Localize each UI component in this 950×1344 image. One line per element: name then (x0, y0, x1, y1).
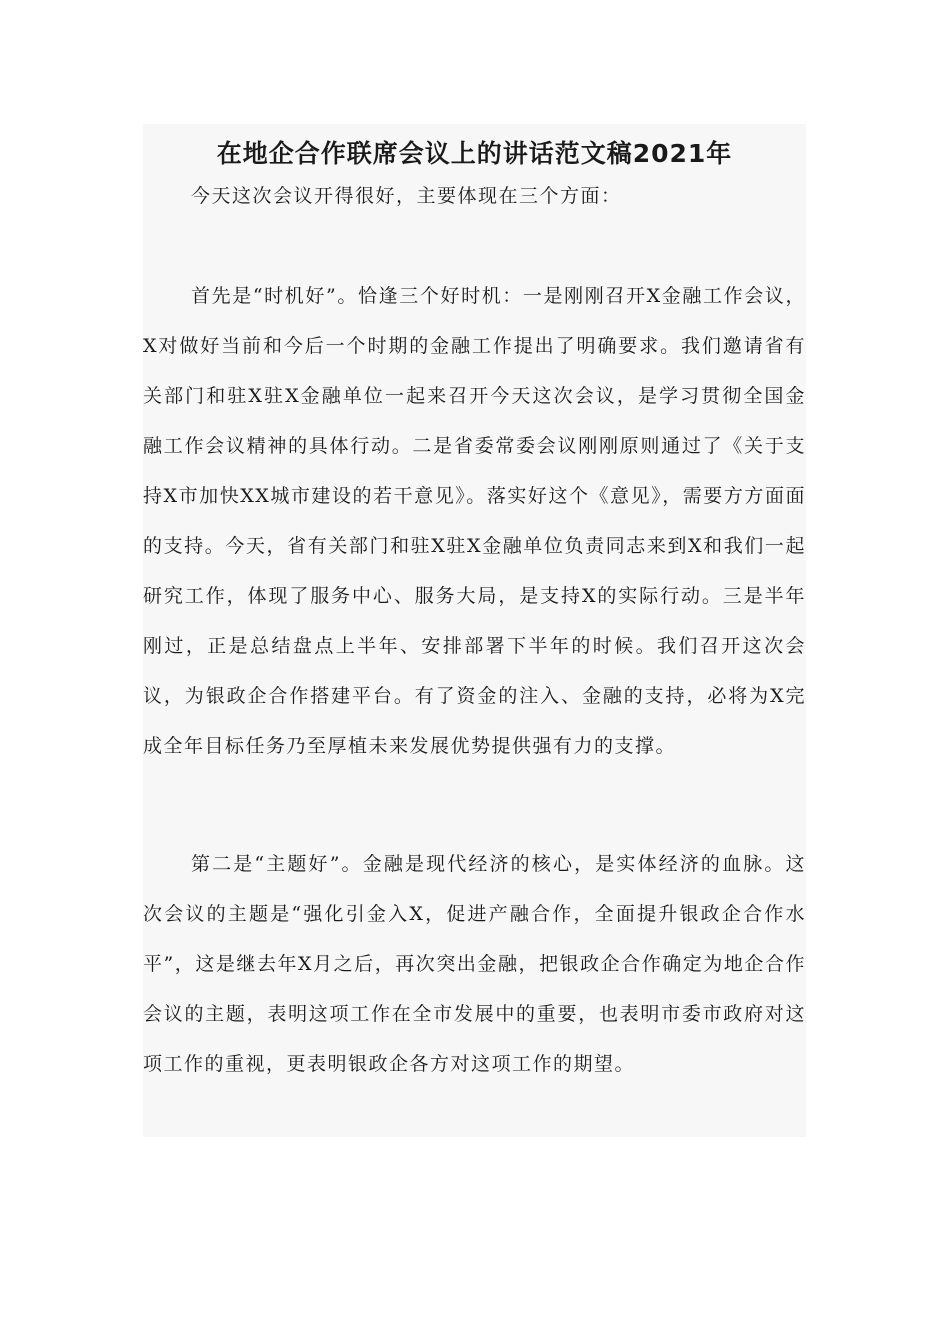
body-paragraph-theme: 第二是“主题好”。金融是现代经济的核心，是实体经济的血脉。这次会议的主题是“强化引金入X，促进产融合作，全面提升银政企合作水平”，这是继去年X月之后，再次突出金融，把银政企合作确定为地企合作会议的主题，表明这项工作在全市发展中的重要，也表明市委市政府对这项工作的重视，更表明银政企各方对这项工作的期望。 (143, 853, 806, 1075)
body-paragraph-timing: 首先是“时机好”。恰逢三个好时机：一是刚刚召开X金融工作会议，X对做好当前和今后一个时期的金融工作提出了明确要求。我们邀请省有关部门和驻X驻X金融单位一起来召开今天这次会议，是学习贯彻全国金融工作会议精神的具体行动。二是省委常委会议刚刚原则通过了《关于支持X市加快XX城市建设的若干意见》。落实好这个《意见》，需要方方面面的支持。今天，省有关部门和驻X驻X金融单位负责同志来到X和我们一起研究工作，体现了服务中心、服务大局，是支持X的实际行动。三是半年刚过，正是总结盘点上半年、安排部署下半年的时候。我们召开这次会议，为银政企合作搭建平台。有了资金的注入、金融的支持，必将为X完成全年目标任务乃至厚植未来发展优势提供强有力的支撑。 (143, 285, 806, 757)
document-title: 在地企合作联席会议上的讲话范文稿2021年 (216, 139, 733, 168)
intro-paragraph: 今天这次会议开得很好，主要体现在三个方面： (191, 185, 622, 207)
